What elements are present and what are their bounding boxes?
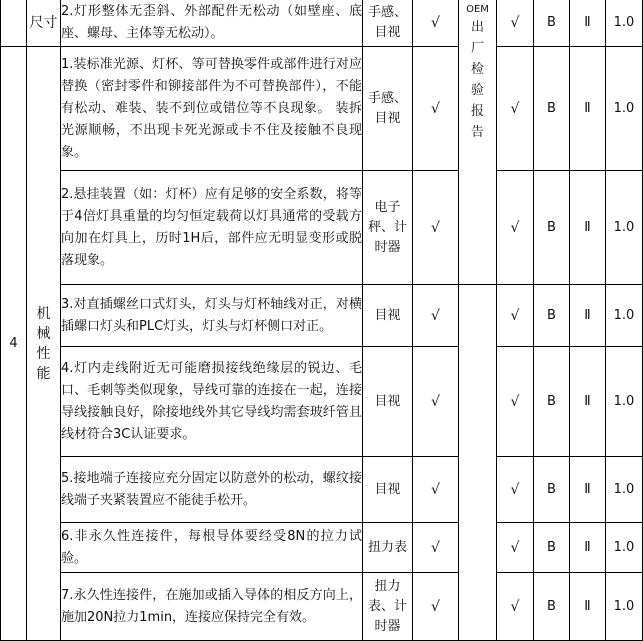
status-mark: √ xyxy=(497,0,534,47)
table-row xyxy=(1,285,643,347)
method-cell: 扭力表、计时器 xyxy=(363,573,413,641)
status-mark: √ xyxy=(497,523,534,573)
status-mark: √ xyxy=(497,285,534,347)
class-cell: Ⅱ xyxy=(570,573,606,641)
grade-cell: B xyxy=(534,347,570,457)
category-cell xyxy=(27,47,61,641)
check-mark: √ xyxy=(413,523,459,573)
coef-cell: 1.0 xyxy=(606,47,643,171)
coef-cell: 1.0 xyxy=(606,285,643,347)
grade-cell: B xyxy=(534,573,570,641)
grade-cell: B xyxy=(534,285,570,347)
status-mark: √ xyxy=(497,171,534,285)
check-mark: √ xyxy=(413,573,459,641)
table-row xyxy=(1,47,643,171)
source-report-label xyxy=(466,3,489,143)
source-report-rest: 出厂检验报告 xyxy=(470,20,484,140)
check-mark: √ xyxy=(413,347,459,457)
coef-cell: 1.0 xyxy=(606,0,643,47)
requirement-cell: 1.装标准光源、灯杯、等可替换零件或部件进行对应替换（密封零件和铆接部件为不可替换部件），不能有松动、难装、装不到位或错位等不良现象。 装拆光源顺畅，不出现卡死光源或卡不住及接触不良现象。 xyxy=(61,47,363,171)
requirement-cell: 2.灯形整体无歪斜、外部配件无松动（如壁座、底座、螺母、主体等无松动）。 xyxy=(61,0,363,47)
source-report-prefix: OEM xyxy=(466,4,489,15)
check-mark: √ xyxy=(413,0,459,47)
method-cell: 手感、目视 xyxy=(363,47,413,171)
requirement-cell: 5.接地端子连接应充分固定以防意外的松动，螺纹接线端子夹紧装置应不能徒手松开。 xyxy=(61,457,363,523)
class-cell: Ⅱ xyxy=(570,347,606,457)
coef-cell: 1.0 xyxy=(606,523,643,573)
requirement-cell: 3.对直插螺丝口式灯头，灯头与灯杯轴线对正，对横插螺口灯头和PLC灯头，灯头与灯杯侧口对正。 xyxy=(61,285,363,347)
method-cell: 目视 xyxy=(363,285,413,347)
source-report-cell xyxy=(459,0,497,285)
table-row xyxy=(1,347,643,457)
check-mark: √ xyxy=(413,285,459,347)
class-cell: Ⅱ xyxy=(570,47,606,171)
coef-cell: 1.0 xyxy=(606,457,643,523)
requirement-cell: 6.非永久性连接件，每根导体要经受8N的拉力试验。 xyxy=(61,523,363,573)
check-mark: √ xyxy=(413,457,459,523)
seq-cell: 4 xyxy=(1,47,27,641)
table-row xyxy=(1,171,643,285)
grade-cell: B xyxy=(534,0,570,47)
requirement-cell: 7.永久性连接件，在施加或插入导体的相反方向上，施加20N拉力1min，连接应保持完全有效。 xyxy=(61,573,363,641)
status-mark: √ xyxy=(497,573,534,641)
status-mark: √ xyxy=(497,47,534,171)
grade-cell: B xyxy=(534,457,570,523)
source-blank-cell xyxy=(459,285,497,641)
method-cell: 目视 xyxy=(363,457,413,523)
table-row xyxy=(1,457,643,523)
coef-cell: 1.0 xyxy=(606,573,643,641)
table-row xyxy=(1,523,643,573)
category-label: 机械性能 xyxy=(36,305,51,382)
table-row xyxy=(1,0,643,47)
status-mark: √ xyxy=(497,457,534,523)
check-mark: √ xyxy=(413,47,459,171)
method-cell: 手感、目视 xyxy=(363,0,413,47)
table-row xyxy=(1,573,643,641)
coef-cell: 1.0 xyxy=(606,347,643,457)
coef-cell: 1.0 xyxy=(606,171,643,285)
category-cell: 尺寸 xyxy=(27,0,61,47)
class-cell: Ⅱ xyxy=(570,523,606,573)
class-cell: Ⅱ xyxy=(570,457,606,523)
class-cell: Ⅱ xyxy=(570,171,606,285)
requirement-cell: 2.悬挂装置（如：灯杯）应有足够的安全系数，将等于4倍灯具重量的均匀恒定载荷以灯具通常的受载方向加在灯具上，历时1H后，部件应无明显变形或脱落现象。 xyxy=(61,171,363,285)
grade-cell: B xyxy=(534,523,570,573)
seq-cell xyxy=(1,0,27,47)
check-mark: √ xyxy=(413,171,459,285)
method-cell: 电子秤、计时器 xyxy=(363,171,413,285)
method-cell: 目视 xyxy=(363,347,413,457)
grade-cell: B xyxy=(534,171,570,285)
class-cell: Ⅱ xyxy=(570,285,606,347)
requirement-cell: 4.灯内走线附近无可能磨损接线绝缘层的锐边、毛口、毛刺等类似现象，导线可靠的连接在一起，连接导线接触良好，除接地线外其它导线均需套玻纤管且线材符合3C认证要求。 xyxy=(61,347,363,457)
class-cell: Ⅱ xyxy=(570,0,606,47)
grade-cell: B xyxy=(534,47,570,171)
status-mark: √ xyxy=(497,347,534,457)
method-cell: 扭力表 xyxy=(363,523,413,573)
